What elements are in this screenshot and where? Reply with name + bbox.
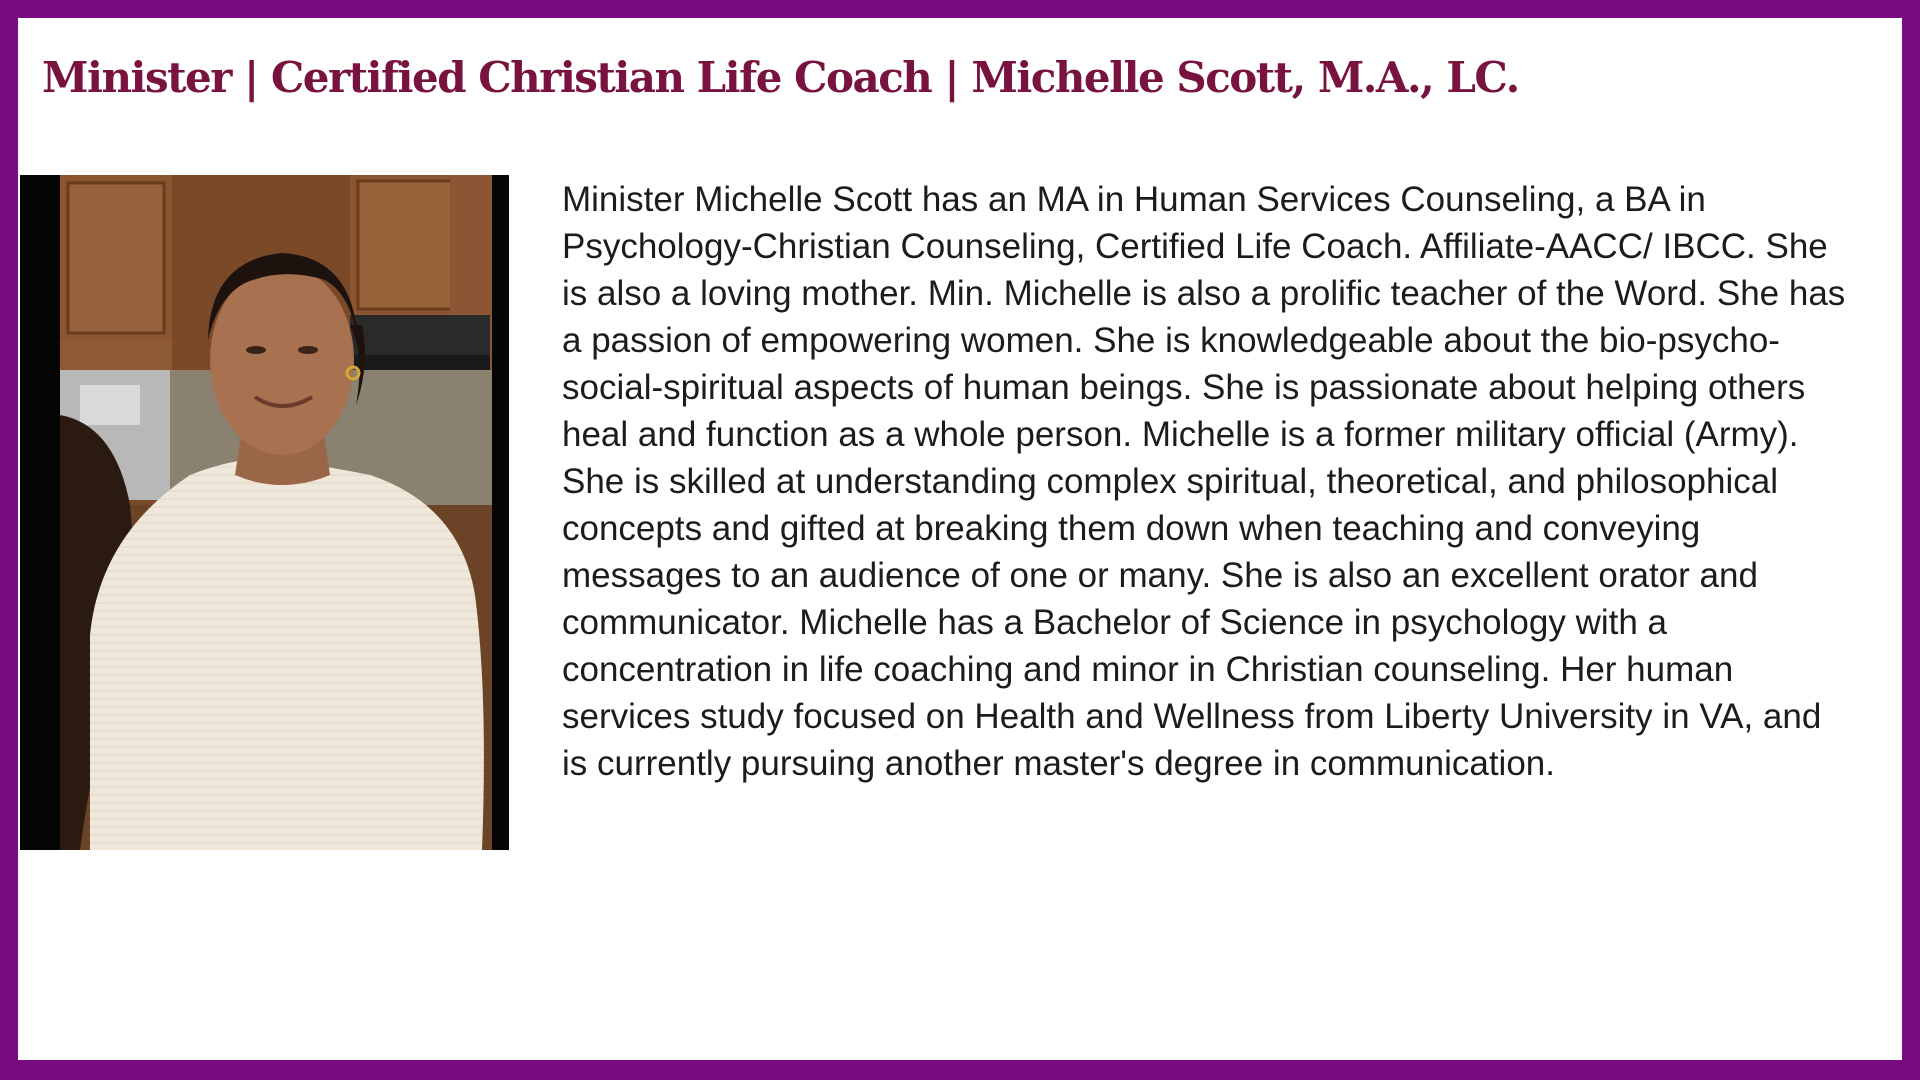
bio-text: Minister Michelle Scott has an MA in Human Services Counseling, a BA in Psychology-Christian Counseling, Certified Life Coach. Affiliate-AACC/ IBCC. She is also a loving mother. Min. Michelle is also a prolific teacher of the Word. She has a passion of empowering women. She is knowledgeable about the bio-psycho-social-spiritual aspects of human beings. She is passionate about helping others heal and function as a whole person. Michelle is a former military official (Army). She is skilled at understanding complex spiritual, theoretical, and philosophical concepts and gifted at breaking them down when teaching and conveying messages to an audience of one or many. She is also an excellent orator and communicator. Michelle has a Bachelor of Science in psychology with a concentration in life coaching and minor in Christian counseling. Her human services study focused on Health and Wellness from Liberty University in VA, and is currently pursuing another master's degree in communication. (562, 180, 1846, 783)
portrait-photo (20, 175, 509, 850)
profile-card (18, 18, 1902, 1060)
page-title: Minister | Certified Christian Life Coach | Michelle Scott, M.A., LC. (42, 53, 1519, 102)
